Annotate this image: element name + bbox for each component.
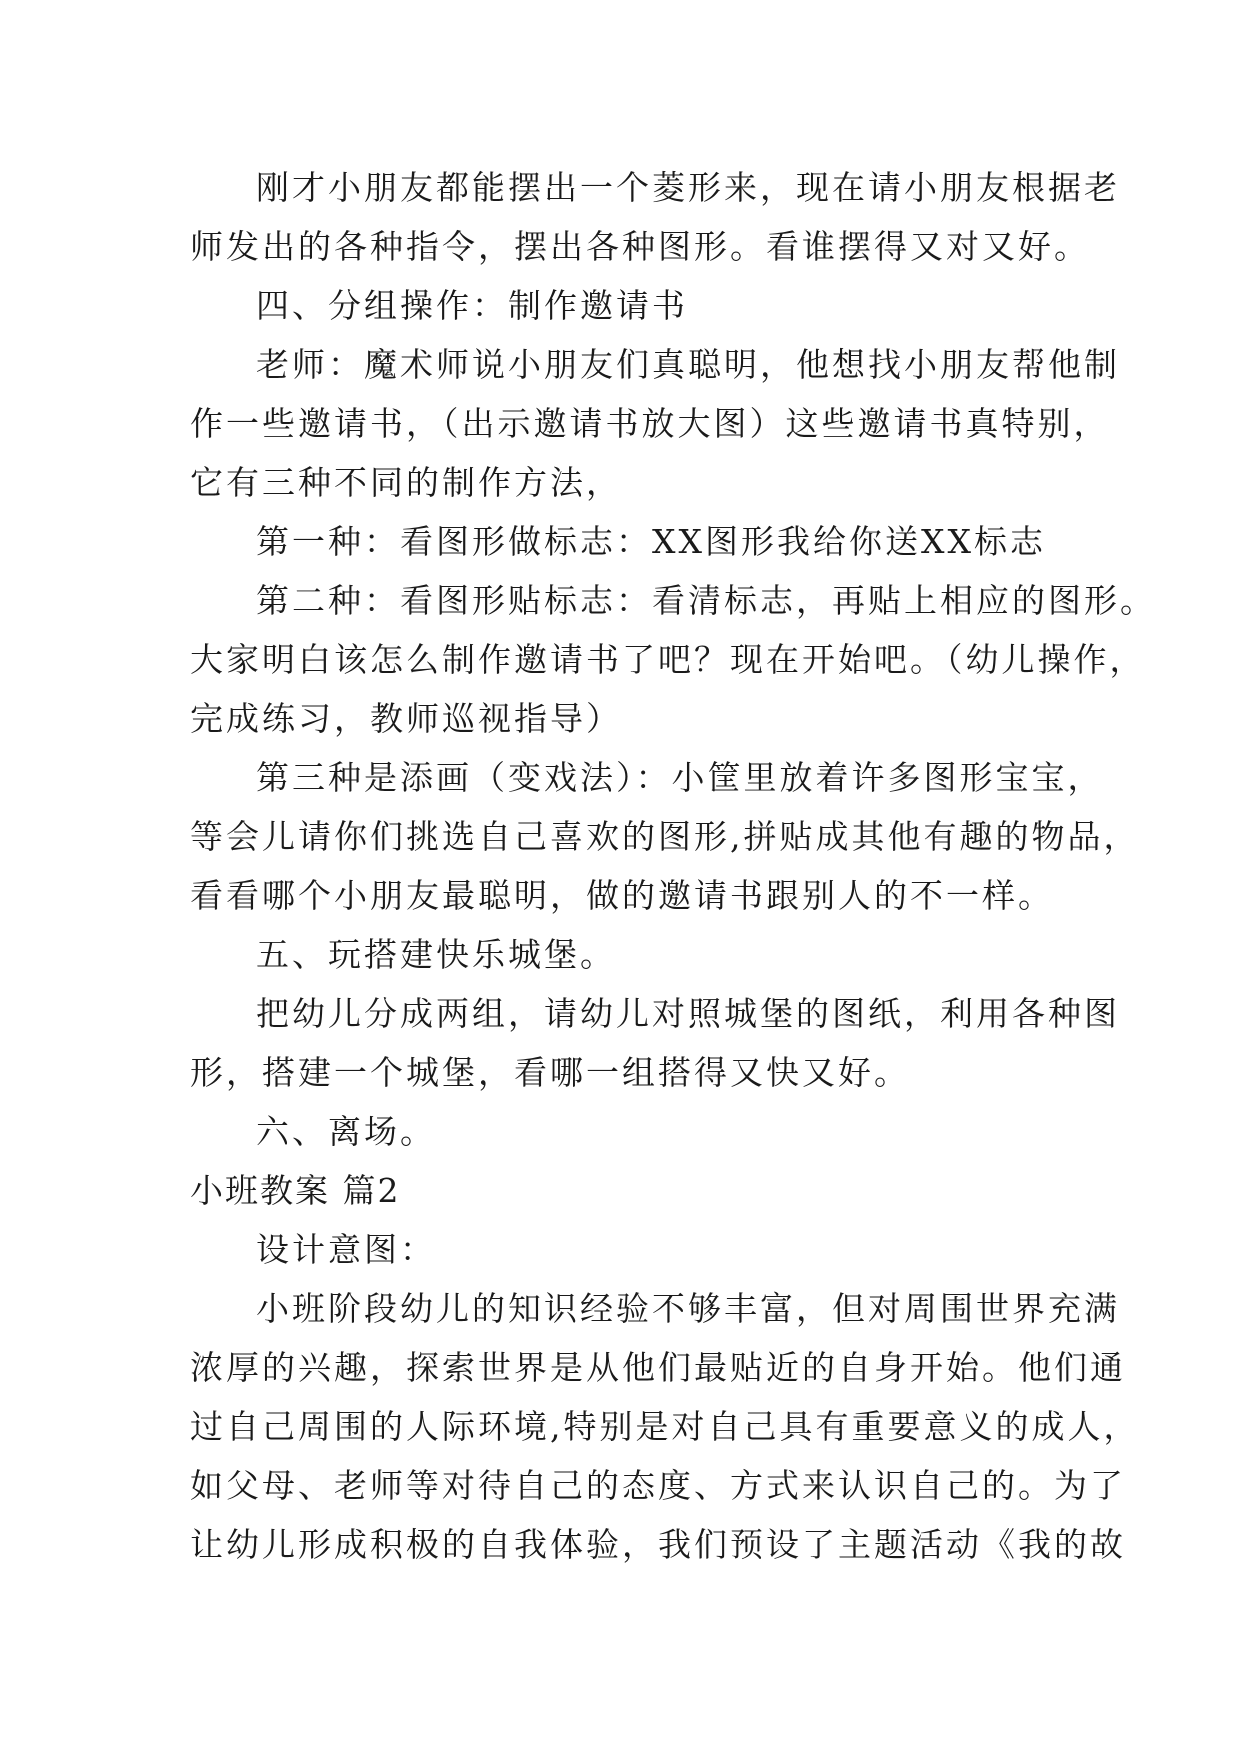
- paragraph-line: 浓厚的兴趣，探索世界是从他们最贴近的自身开始。他们通: [190, 1348, 1126, 1387]
- paragraph-line: 过自己周围的人际环境,特别是对自己具有重要意义的成人，: [190, 1407, 1140, 1446]
- paragraph-line: 老师：魔术师说小朋友们真聪明，他想找小朋友帮他制: [256, 345, 1120, 384]
- paragraph-line: 把幼儿分成两组，请幼儿对照城堡的图纸，利用各种图: [256, 994, 1120, 1033]
- paragraph-line: 第二种：看图形贴标志：看清标志，再贴上相应的图形。: [256, 581, 1156, 620]
- paragraph-line: 完成练习，教师巡视指导）: [190, 699, 622, 738]
- paragraph-line: 看看哪个小朋友最聪明，做的邀请书跟别人的不一样。: [190, 876, 1054, 915]
- paragraph-line: 师发出的各种指令，摆出各种图形。看谁摆得又对又好。: [190, 227, 1090, 266]
- paragraph-line: 作一些邀请书，（出示邀请书放大图）这些邀请书真特别，: [190, 404, 1110, 443]
- paragraph-line: 大家明白该怎么制作邀请书了吧？现在开始吧。（幼儿操作，: [190, 640, 1146, 679]
- section-heading: 五、玩搭建快乐城堡。: [256, 935, 616, 974]
- paragraph-line: 等会儿请你们挑选自己喜欢的图形,拼贴成其他有趣的物品，: [190, 817, 1140, 856]
- paragraph-line: 第三种是添画（变戏法）：小筐里放着许多图形宝宝，: [256, 758, 1104, 797]
- paragraph-line: 小班阶段幼儿的知识经验不够丰富，但对周围世界充满: [256, 1289, 1120, 1328]
- section-heading: 设计意图：: [256, 1230, 436, 1269]
- paragraph-line: 如父母、老师等对待自己的态度、方式来认识自己的。为了: [190, 1466, 1126, 1505]
- paragraph-line: 形，搭建一个城堡，看哪一组搭得又快又好。: [190, 1053, 910, 1092]
- paragraph-line: 刚才小朋友都能摆出一个菱形来，现在请小朋友根据老: [256, 168, 1120, 207]
- paragraph-line: 第一种：看图形做标志：XX图形我给你送XX标志: [256, 522, 1046, 561]
- document-page: [190, 158, 1156, 1574]
- article-title: 小班教案 篇2: [190, 1171, 401, 1210]
- section-heading: 四、分组操作：制作邀请书: [256, 286, 688, 325]
- section-heading: 六、离场。: [256, 1112, 436, 1151]
- paragraph-line: 它有三种不同的制作方法，: [190, 463, 622, 502]
- paragraph-line: 让幼儿形成积极的自我体验，我们预设了主题活动《我的故: [190, 1525, 1126, 1564]
